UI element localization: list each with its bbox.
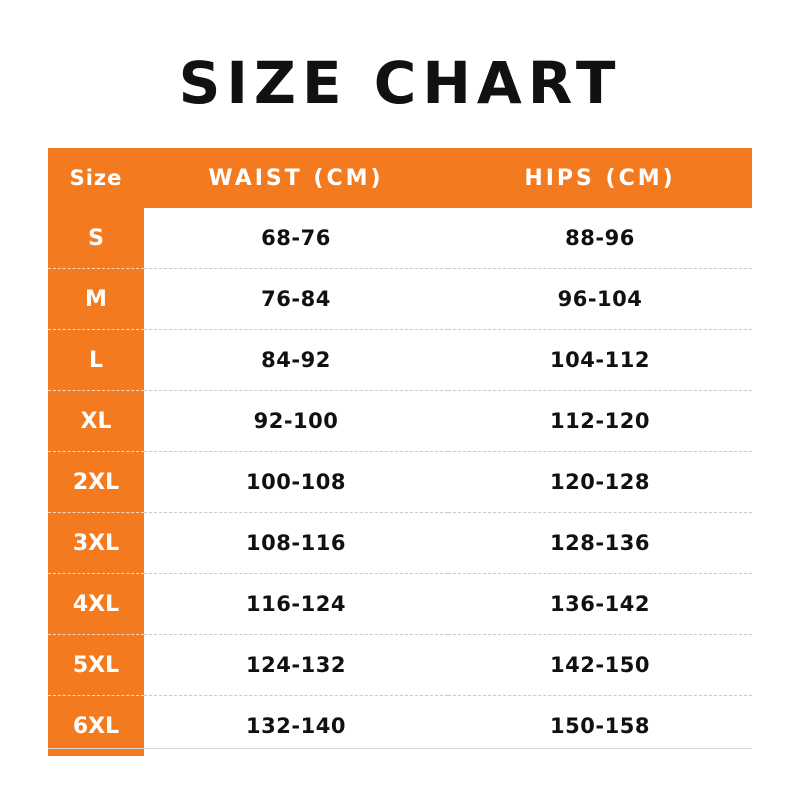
cell-size: 2XL xyxy=(48,452,144,513)
cell-hips: 136-142 xyxy=(448,574,752,635)
cell-size: 6XL xyxy=(48,696,144,757)
table-row xyxy=(48,391,752,452)
cell-hips: 120-128 xyxy=(448,452,752,513)
cell-hips: 150-158 xyxy=(448,696,752,757)
cell-hips: 142-150 xyxy=(448,635,752,696)
cell-size: S xyxy=(48,208,144,269)
cell-size: L xyxy=(48,330,144,391)
cell-hips: 96-104 xyxy=(448,269,752,330)
column-header-hips: HIPS (CM) xyxy=(448,148,752,208)
column-header-size: Size xyxy=(48,148,144,208)
table-header xyxy=(48,148,752,208)
table-header-row xyxy=(48,148,752,208)
cell-size: M xyxy=(48,269,144,330)
cell-waist: 132-140 xyxy=(144,696,448,757)
cell-hips: 104-112 xyxy=(448,330,752,391)
column-header-waist: WAIST (CM) xyxy=(144,148,448,208)
table-row xyxy=(48,635,752,696)
cell-hips: 128-136 xyxy=(448,513,752,574)
cell-waist: 92-100 xyxy=(144,391,448,452)
cell-waist: 116-124 xyxy=(144,574,448,635)
table-row xyxy=(48,269,752,330)
cell-size: 4XL xyxy=(48,574,144,635)
cell-waist: 100-108 xyxy=(144,452,448,513)
table-row xyxy=(48,208,752,269)
page-title: SIZE CHART xyxy=(178,49,622,117)
table-row xyxy=(48,452,752,513)
cell-waist: 68-76 xyxy=(144,208,448,269)
cell-waist: 108-116 xyxy=(144,513,448,574)
table-row xyxy=(48,696,752,757)
cell-size: 3XL xyxy=(48,513,144,574)
cell-waist: 84-92 xyxy=(144,330,448,391)
size-chart-table xyxy=(48,148,752,756)
cell-waist: 76-84 xyxy=(144,269,448,330)
table-body xyxy=(48,208,752,756)
cell-size: 5XL xyxy=(48,635,144,696)
cell-waist: 124-132 xyxy=(144,635,448,696)
cell-hips: 88-96 xyxy=(448,208,752,269)
table-bottom-divider xyxy=(48,748,752,749)
table-row xyxy=(48,574,752,635)
table-row xyxy=(48,513,752,574)
cell-hips: 112-120 xyxy=(448,391,752,452)
table-row xyxy=(48,330,752,391)
size-chart-table-wrapper xyxy=(48,148,752,756)
cell-size: XL xyxy=(48,391,144,452)
